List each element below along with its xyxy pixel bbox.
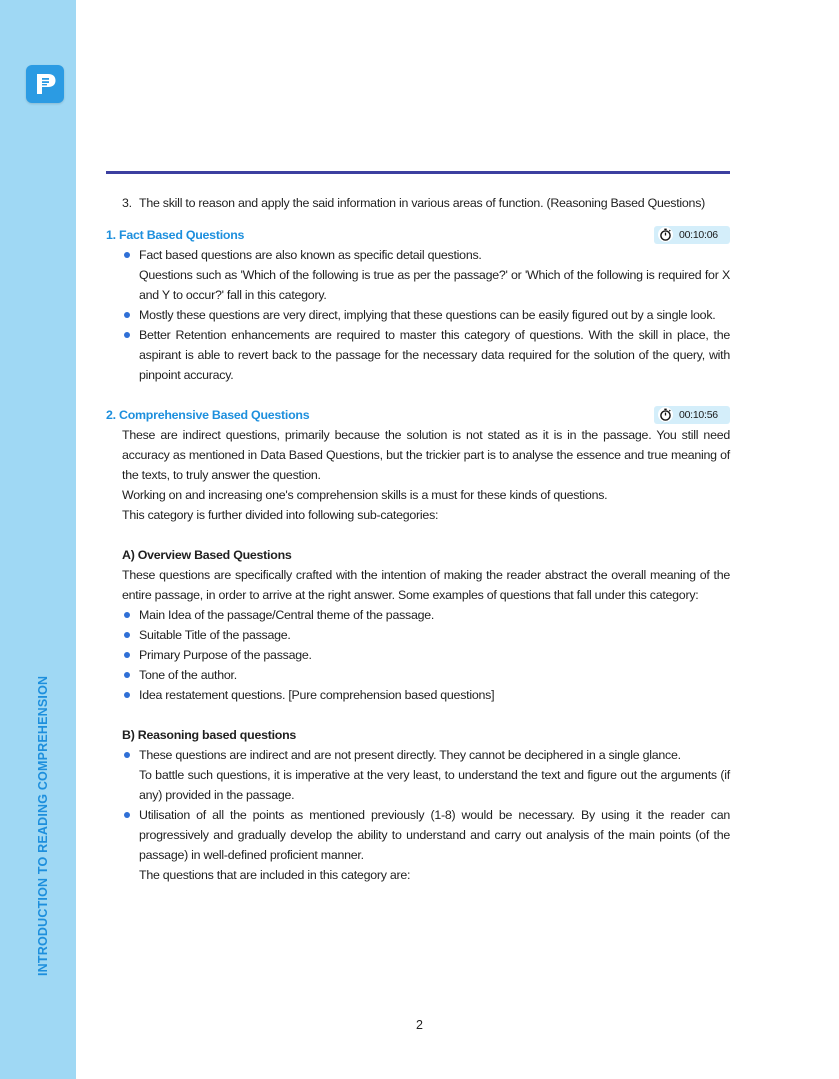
list-item: Primary Purpose of the passage.: [106, 645, 730, 665]
spacer: [106, 525, 730, 545]
p-logo-icon: [26, 65, 64, 103]
paragraph: This category is further divided into following sub-categories:: [122, 508, 439, 522]
timer-text: 00:10:56: [679, 409, 718, 421]
page-content: [106, 193, 730, 885]
list-item-continuation: To battle such questions, it is imperative at the very least, to understand the text and figure out the arguments (if any) provided in the passage.: [139, 768, 730, 802]
section-2-header: [106, 405, 730, 425]
stopwatch-icon: [658, 407, 673, 422]
list-item: Tone of the author.: [106, 665, 730, 685]
list-item: Utilisation of all the points as mentioned previously (1-8) would be necessary. By using it the reader can progressively and gradually develop the ability to understand and carry out analysis of the main points (of the passage) in well-defined proficient manner.: [106, 805, 730, 865]
sidebar-chapter-title: INTRODUCTION TO READING COMPREHENSION: [36, 675, 50, 976]
numbered-item-3: [106, 193, 730, 213]
paragraph: These are indirect questions, primarily because the solution is not stated as it is in the passage. You still need accuracy as mentioned in Data Based Questions, but the trickier part is to analyse the essence and true meaning of the texts, to truly answer the question.: [122, 428, 730, 482]
list-item: Main Idea of the passage/Central theme of the passage.: [106, 605, 730, 625]
list-item: These questions are indirect and are not present directly. They cannot be deciphered in a single glance.: [106, 745, 730, 765]
sidebar: [0, 0, 76, 1079]
subsection-a-title: A) Overview Based Questions: [122, 548, 292, 562]
list-item: Idea restatement questions. [Pure comprehension based questions]: [106, 685, 730, 705]
section-2-title: 2. Comprehensive Based Questions: [106, 408, 310, 422]
list-item: Fact based questions are also known as specific detail questions.: [106, 245, 730, 265]
list-item: Better Retention enhancements are required to master this category of questions. With the skill in place, the aspirant is able to revert back to the passage for the necessary data required for the solution of the query, with pinpoint accuracy.: [106, 325, 730, 385]
section-1-header: [106, 225, 730, 245]
timer-text: 00:10:06: [679, 229, 718, 241]
paragraph: These questions are specifically crafted with the intention of making the reader abstract the overall meaning of the entire passage, in order to arrive at the right answer. Some examples of questions that fall under this category:: [122, 568, 730, 602]
paragraph: Working on and increasing one's comprehension skills is a must for these kinds of questions.: [122, 488, 608, 502]
list-item: Mostly these questions are very direct, implying that these questions can be easily figured out by a single look.: [106, 305, 730, 325]
list-item: Suitable Title of the passage.: [106, 625, 730, 645]
page-number: 2: [416, 1018, 423, 1032]
list-item-continuation: The questions that are included in this category are:: [139, 868, 411, 882]
section-2-timer: [654, 406, 730, 424]
spacer: [106, 705, 730, 725]
section-1-title: 1. Fact Based Questions: [106, 228, 245, 242]
subsection-b-title: B) Reasoning based questions: [122, 728, 297, 742]
section-1-timer: [654, 226, 730, 244]
stopwatch-icon: [658, 227, 673, 242]
header-divider: [106, 171, 730, 174]
list-item-continuation: Questions such as 'Which of the following is true as per the passage?' or 'Which of the following is required for X and Y to occur?' fall in this category.: [139, 268, 730, 302]
item-number: 3.: [122, 196, 132, 210]
item-text: The skill to reason and apply the said information in various areas of function. (Reasoning Based Questions): [139, 196, 706, 210]
